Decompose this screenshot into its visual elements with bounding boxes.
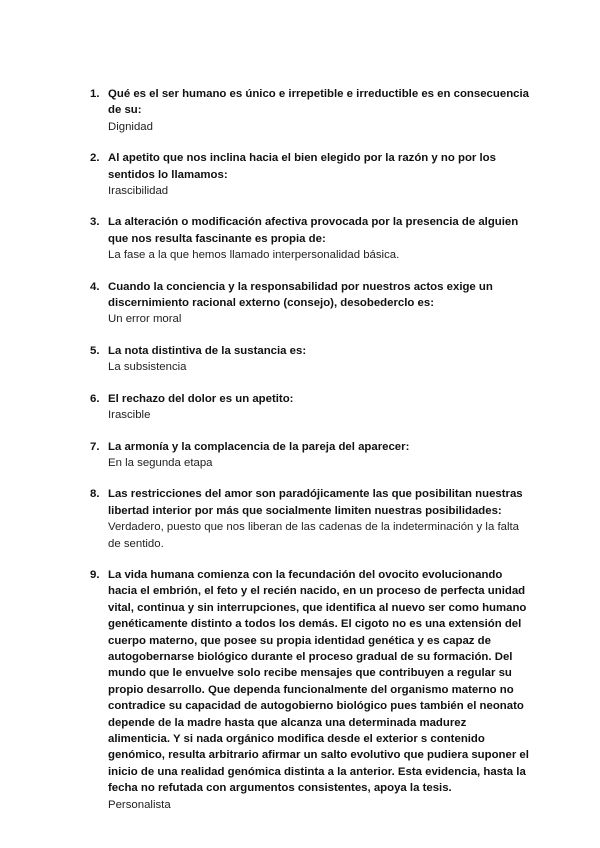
answer-text: Irascible <box>108 409 151 422</box>
question-text: La armonía y la complacencia de la pareja del aparecer: <box>108 440 410 453</box>
question-text: La nota distintiva de la sustancia es: <box>108 344 307 357</box>
question-item-8 <box>90 486 530 552</box>
question-item-1 <box>90 86 530 135</box>
question-text: La alteración o modificación afectiva provocada por la presencia de alguien que nos resulta fascinante es propia de: <box>108 216 519 245</box>
question-text: Qué es el ser humano es único e irrepetible e irreductible es en consecuencia de su: <box>108 88 529 117</box>
question-text: El rechazo del dolor es un apetito: <box>108 392 294 405</box>
question-text: La vida humana comienza con la fecundación del ovocito evolucionando hacia el embrión, el feto y el recién nacido, en un proceso de perfecta unidad vital, continua y sin interrupciones, que identifica al nuevo ser como humano genéticamente distinto a todos los demás. El cigoto no es una extensión del cuerpo materno, que posee su propia identidad genética y es capaz de autogobernarse biológico durante el proceso gradual de su formación. Del mundo que le envuelve solo recibe mensajes que contribuyen a regular su propio desarrollo. Que dependa funcionalmente del organismo materno no contradice su capacidad de autogobierno biológico pues también el neonato depende de la madre hasta que alcanza una determinada madurez alimenticia. Y si nada orgánico modifica desde el exterior s contenido genómico, resulta arbitrario afirmar un salto evolutivo que pudiera suponer el inicio de una realidad genómica distinta a la anterior. Esta evidencia, hasta la fecha no refutada con argumentos consistentes, apoya la tesis. <box>108 568 529 795</box>
question-item-6 <box>90 391 530 424</box>
answer-text: La subsistencia <box>108 361 187 374</box>
question-item-3 <box>90 214 530 263</box>
question-text: Cuando la conciencia y la responsabilidad por nuestros actos exige un discernimiento racional externo (consejo), desobederclo es: <box>108 280 493 310</box>
question-item-5 <box>90 343 530 376</box>
question-number: 2. <box>90 152 100 165</box>
question-text: Las restricciones del amor son paradójicamente las que posibilitan nuestras libertad interior por más que socialmente limiten nuestras posibilidades: <box>108 488 523 517</box>
answer-text: Irascibilidad <box>108 185 169 198</box>
answer-text: Dignidad <box>108 120 153 133</box>
question-number: 6. <box>90 392 100 405</box>
answer-text: Personalista <box>108 798 171 811</box>
answer-text: Un error moral <box>108 313 182 326</box>
question-number: 5. <box>90 344 100 357</box>
question-item-4 <box>90 279 530 328</box>
answer-text: La fase a la que hemos llamado interpersonalidad básica. <box>108 249 400 262</box>
question-list <box>90 86 530 828</box>
question-number: 3. <box>90 216 100 229</box>
question-item-9 <box>90 567 530 813</box>
question-item-2 <box>90 150 530 199</box>
question-number: 7. <box>90 440 100 453</box>
answer-text: Verdadero, puesto que nos liberan de las cadenas de la indeterminación y la falta de sentido. <box>108 521 519 550</box>
question-number: 8. <box>90 488 100 501</box>
question-text: Al apetito que nos inclina hacia el bien elegido por la razón y no por los sentidos lo llamamos: <box>108 152 496 181</box>
answer-text: En la segunda etapa <box>108 456 213 469</box>
question-item-7 <box>90 439 530 472</box>
question-number: 9. <box>90 568 100 581</box>
question-number: 1. <box>90 88 100 100</box>
question-number: 4. <box>90 280 100 293</box>
